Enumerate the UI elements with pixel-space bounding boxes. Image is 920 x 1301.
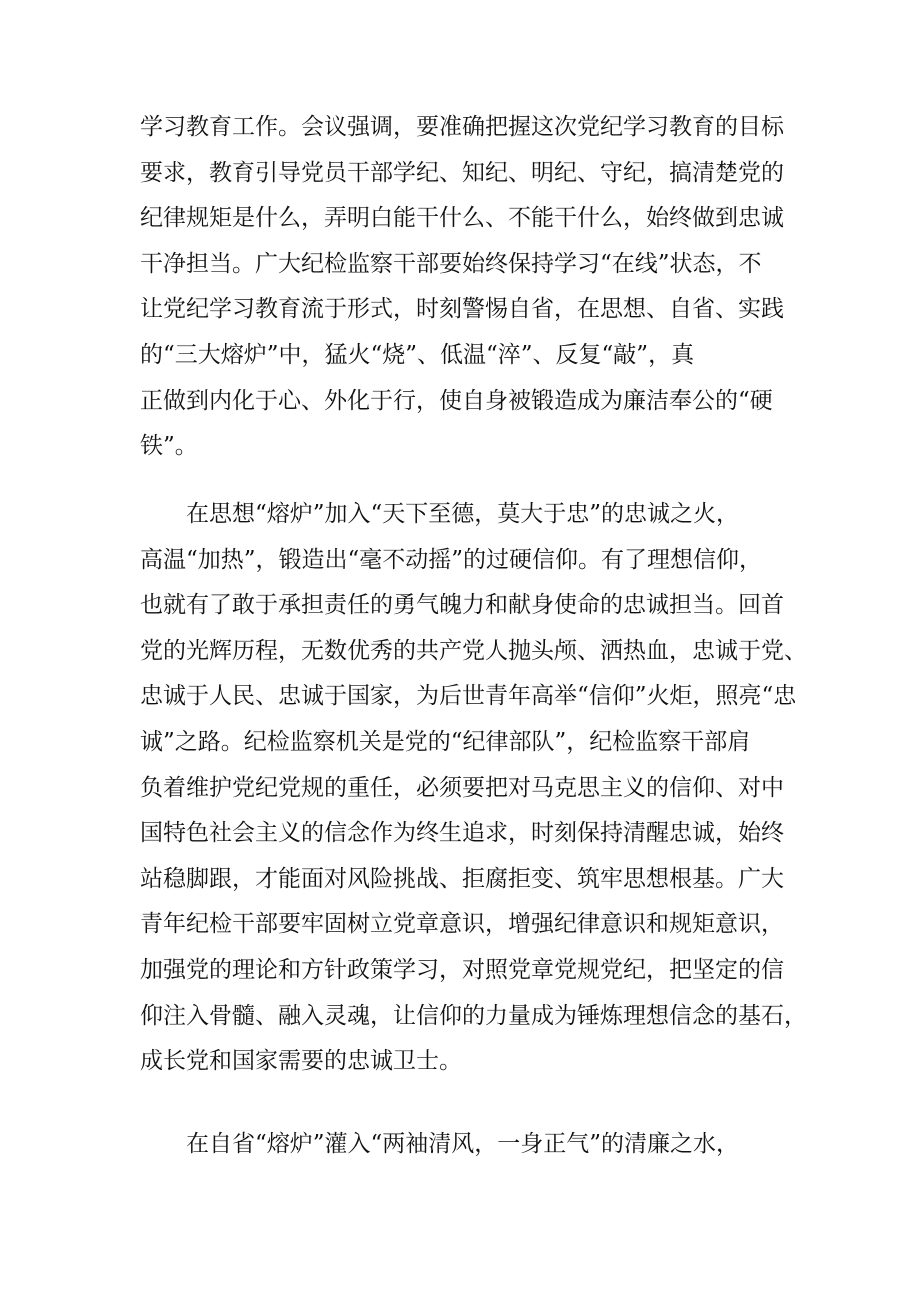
paragraph-line: 加强党的理论和方针政策学习，对照党章党规党纪，把坚定的信	[140, 956, 784, 983]
paragraph-2	[140, 492, 807, 1085]
paragraph-line: 纪律规矩是什么，弄明白能干什么、不能干什么，始终做到忠诚	[140, 205, 784, 232]
paragraph-1	[140, 105, 800, 470]
paragraph-line: 青年纪检干部要牢固树立党章意识，增强纪律意识和规矩意识，	[140, 911, 784, 938]
paragraph-line: 负着维护党纪党规的重任，必须要把对马克思主义的信仰、对中	[140, 774, 784, 801]
paragraph-line: 在思想“熔炉”加入“天下至德，莫大于忠”的忠诚之火，	[186, 501, 740, 527]
paragraph-line: 学习教育工作。会议强调，要准确把握这次党纪学习教育的目标	[140, 114, 784, 140]
paragraph-3	[140, 1122, 800, 1168]
paragraph-line: 在自省“熔炉”灌入“两袖清风，一身正气”的清廉之水，	[186, 1131, 740, 1157]
paragraph-line: 仰注入骨髓、融入灵魂，让信仰的力量成为锤炼理想信念的基石，	[140, 1002, 807, 1029]
paragraph-line: 让党纪学习教育流于形式，时刻警惕自省，在思想、自省、实践	[140, 296, 784, 323]
paragraph-line: 干净担当。广大纪检监察干部要始终保持学习“在线”状态，不	[140, 250, 762, 277]
paragraph-line: 正做到内化于心、外化于行，使自身被锻造成为廉洁奉公的“硬	[140, 387, 773, 414]
paragraph-line: 要求，教育引导党员干部学纪、知纪、明纪、守纪，搞清楚党的	[140, 159, 784, 186]
paragraph-line: 党的光辉历程，无数优秀的共产党人抛头颅、洒热血，忠诚于党、	[140, 637, 807, 664]
paragraph-line: 也就有了敢于承担责任的勇气魄力和献身使命的忠诚担当。回首	[140, 592, 784, 619]
paragraph-line: 的“三大熔炉”中，猛火“烧”、低温“淬”、反复“敲”，真	[140, 341, 695, 368]
paragraph-line: 诚”之路。纪检监察机关是党的“纪律部队”，纪检监察干部肩	[140, 728, 751, 755]
paragraph-line: 忠诚于人民、忠诚于国家，为后世青年高举“信仰”火炬，照亮“忠	[140, 683, 797, 710]
paragraph-line: 国特色社会主义的信念作为终生追求，时刻保持清醒忠诚，始终	[140, 820, 784, 847]
paragraph-line: 高温“加热”，锻造出“毫不动摇”的过硬信仰。有了理想信仰，	[140, 546, 763, 573]
paragraph-line: 站稳脚跟，才能面对风险挑战、拒腐拒变、筑牢思想根基。广大	[140, 865, 784, 892]
paragraph-line: 铁”。	[140, 433, 198, 460]
paragraph-line: 成长党和国家需要的忠诚卫士。	[140, 1048, 462, 1075]
